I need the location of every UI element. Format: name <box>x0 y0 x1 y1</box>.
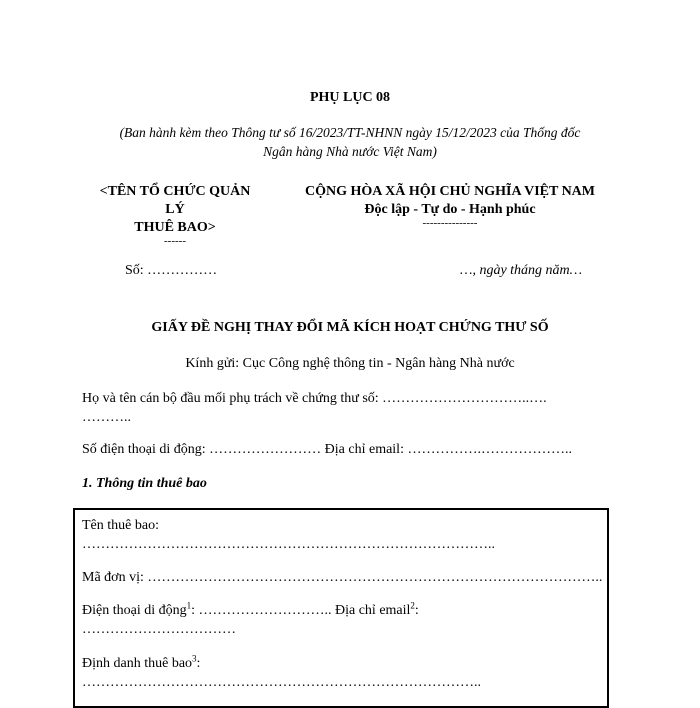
issued-note-line-1: (Ban hành kèm theo Thông tư số 16/2023/TT-NHNN ngày 15/12/2023 của Thống đốc <box>119 125 581 140</box>
appendix-title: PHỤ LỤC 08 <box>309 90 391 105</box>
subscriber-id-label: Định danh thuê bao <box>82 656 193 671</box>
contact-phone-email-line: Số điện thoại di động: …………………… Địa chỉ email: …………….……………….. <box>82 442 572 457</box>
subscriber-id-colon: : <box>196 656 201 671</box>
org-name-line-2: LÝ <box>165 202 185 217</box>
phone-label: Điện thoại di động <box>82 603 187 618</box>
org-underline: ------ <box>164 235 186 247</box>
footnote-3-marker: 3 <box>192 653 197 664</box>
phone-email-line <box>82 600 419 619</box>
unit-code-field: Mã đơn vị: …………………………………………………………………………………….. <box>82 570 603 585</box>
document-title: GIẤY ĐỀ NGHỊ THAY ĐỔI MÃ KÍCH HOẠT CHỨNG THƯ SỐ <box>151 320 549 335</box>
nation-name: CỘNG HÒA XÃ HỘI CHỦ NGHĨA VIỆT NAM <box>304 184 595 199</box>
footnote-1-marker: 1 <box>186 600 192 611</box>
org-name-line-1: <TÊN TỔ CHỨC QUẢN <box>99 184 251 199</box>
footnote-2-marker: 2 <box>410 600 415 611</box>
contact-person-line: Họ và tên cán bộ đầu mối phụ trách về chứng thư số: …………………………..…. <box>82 391 547 406</box>
section-1-title: 1. Thông tin thuê bao <box>82 476 207 491</box>
subscriber-name-label: Tên thuê bao: <box>82 518 159 533</box>
date-line: …, ngày tháng năm… <box>460 263 583 278</box>
nation-motto: Độc lập - Tự do - Hạnh phúc <box>364 202 536 217</box>
recipient-line: Kính gửi: Cục Công nghệ thông tin - Ngân hàng Nhà nước <box>185 356 515 371</box>
subscriber-name-field: …………………………………………………………………………….. <box>82 537 495 552</box>
subscriber-id-line <box>82 653 201 672</box>
org-name-line-3: THUÊ BAO> <box>134 220 216 235</box>
phone-field: : ……………………….. Địa chỉ email <box>191 603 411 618</box>
email-field: …………………………… <box>82 622 236 637</box>
contact-person-continuation: ……….. <box>82 410 131 425</box>
email-colon: : <box>414 603 419 618</box>
issued-note-line-2: Ngân hàng Nhà nước Việt Nam) <box>263 144 437 159</box>
subscriber-id-field: ………………………………………………………………………….. <box>82 675 481 690</box>
motto-underline: --------------- <box>422 217 478 229</box>
document-number: Số: …………… <box>125 263 218 278</box>
